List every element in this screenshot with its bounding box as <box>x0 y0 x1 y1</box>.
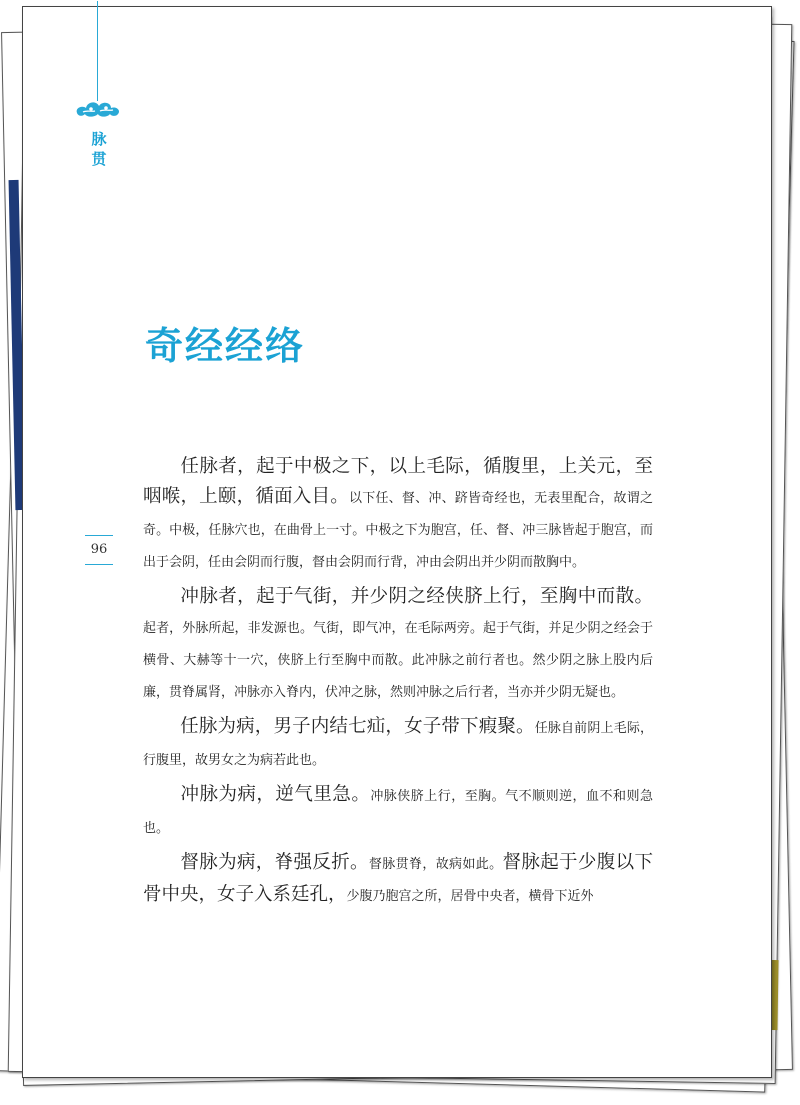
chapter-title: 奇经经络 <box>145 323 306 368</box>
main-text: 督脉起于少腹以下骨中央，女子入系廷孔， <box>143 852 653 905</box>
annotation-text: 起者，外脉所起，非发源也。气街，即气冲，在毛际两旁。起于气街，并足少阴之经会于横骨、大赫等十一穴，侠脐上行至胸中而散。此冲脉之前行者也。然少阴之脉上股内后廉，贯脊属肾，冲脉亦入脊内，伏冲之脉，然则冲脉之后行者，当亦并少阴无疑也。 <box>143 621 653 700</box>
annotation-text: 任脉自前阴上毛际，行腹里，故男女之为病若此也。 <box>143 721 653 768</box>
hanging-line <box>97 1 98 101</box>
cloud-ornament-icon <box>73 97 123 121</box>
annotation-text: 以下任、督、冲、跻皆奇经也，无表里配合，故谓之奇。中极，任脉穴也，在曲骨上一寸。中极之下为胞宫，任、督、冲三脉皆起于胞宫，而出于会阴，任由会阴而行腹，督由会阴而行背，冲由会阴出并少阴而散胸中。 <box>143 491 653 570</box>
main-text: 任脉为病，男子内结七疝，女子带下瘕聚。 <box>180 716 535 737</box>
page-number: 96 <box>90 542 108 557</box>
body-text <box>143 452 653 916</box>
paragraph <box>143 712 653 776</box>
running-section-title: 脉贯 <box>91 130 107 168</box>
main-text: 冲脉者，起于气街，并少阴之经侠脐上行，至胸中而散。 <box>180 586 653 607</box>
page-number-rule <box>85 564 113 565</box>
annotation-text: 冲脉侠脐上行，至胸。气不顺则逆，血不和则急也。 <box>143 789 653 836</box>
paragraph <box>143 452 653 578</box>
annotation-text: 督脉贯脊，故病如此。 <box>368 857 503 872</box>
main-text: 任脉者，起于中极之下，以上毛际，循腹里，上关元，至咽喉，上颐，循面入目。 <box>143 456 653 507</box>
main-text: 冲脉为病，逆气里急。 <box>180 784 371 805</box>
annotation-text: 少腹乃胞宫之所，居骨中央者，横骨下近外 <box>346 889 594 904</box>
book-page <box>22 6 772 1078</box>
paragraph <box>143 848 653 912</box>
main-text: 督脉为病，脊强反折。 <box>180 852 369 873</box>
paragraph <box>143 780 653 844</box>
paragraph <box>143 582 653 708</box>
page-number-block <box>85 535 113 565</box>
